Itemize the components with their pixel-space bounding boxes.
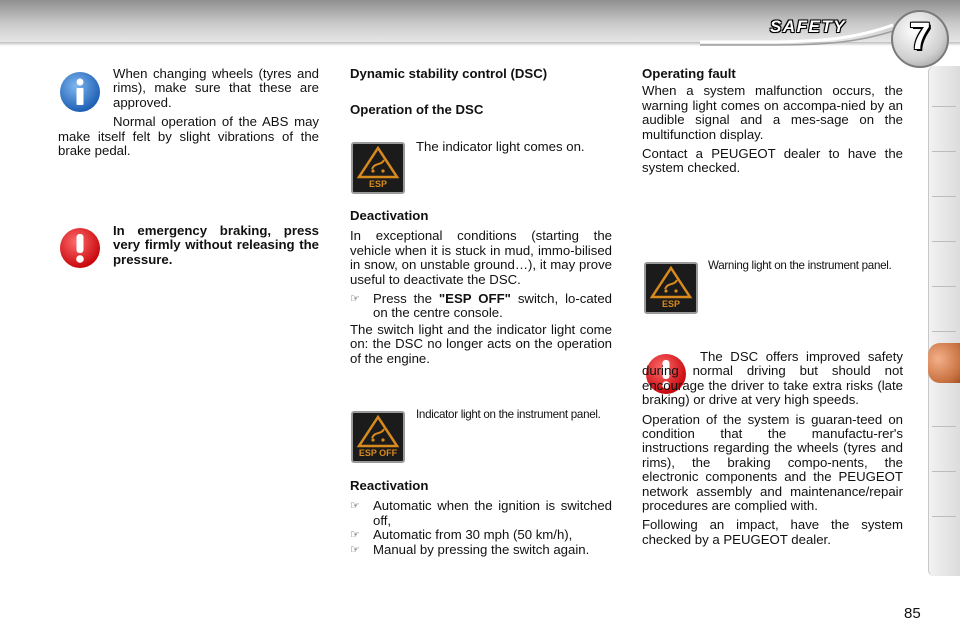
tab-divider — [932, 196, 956, 197]
deactivation-section — [350, 209, 612, 371]
tab-divider — [932, 516, 956, 517]
deactivation-text: In exceptional conditions (starting the vehicle when it is stuck in mud, immo-bilised in snow, on unstable ground…), it may prove useful to deactivate the DSC. — [350, 228, 612, 287]
tab-divider — [932, 151, 956, 152]
reactivation-item: ☞ Manual by pressing the switch again. — [350, 541, 590, 557]
hand-pointer-icon: ☞ — [350, 543, 360, 556]
fault-heading: Operating fault — [642, 66, 736, 81]
active-chapter-tab[interactable] — [928, 343, 960, 383]
tab-divider — [932, 331, 956, 332]
warning-icon — [58, 226, 102, 270]
warning-caption: Warning light on the instrument panel. — [708, 259, 892, 272]
esp-off-indicator-light — [351, 411, 405, 463]
section-title: SAFETY — [770, 17, 847, 36]
tab-divider — [932, 471, 956, 472]
esp-indicator-light — [351, 142, 405, 194]
info-text-abs: Normal operation of the ABS may make itself felt by slight vibrations of the brake pedal. — [58, 114, 319, 159]
chapter-number: 7 — [909, 16, 931, 58]
tab-rail — [928, 66, 960, 576]
contact-dealer-text: Contact a PEUGEOT dealer to have the system checked. — [642, 146, 903, 176]
page-number: 85 — [904, 605, 921, 622]
tab-divider — [932, 426, 956, 427]
hand-pointer-icon: ☞ — [350, 293, 360, 306]
reactivation-item: ☞ Automatic from 30 mph (50 km/h), — [350, 527, 573, 543]
switch-light-text: The switch light and the indicator light come on: the DSC no longer acts on the operation of the engine. — [350, 321, 612, 366]
reactivation-heading: Reactivation — [350, 478, 429, 493]
esp-off-label: ESP OFF — [358, 448, 398, 458]
dsc-warning-section — [642, 350, 903, 552]
guarantee-text: Operation of the system is guaran-teed on condition that the manufactu-rer's instructions regarding the wheels (tyres and rims), the braking compo-nents, the electronic components and the PEUGEOT network assembly and maintenance/repair procedures are complied with. — [642, 411, 903, 514]
hand-pointer-icon: ☞ — [350, 529, 360, 542]
info-note — [58, 67, 319, 163]
dsc-safety-warning: The DSC offers improved safety during normal driving but should not encourage the driver to take extra risks (late braking) or drive at very high speeds. — [642, 349, 903, 408]
emergency-braking-warning: In emergency braking, press very firmly without releasing the pressure. — [113, 223, 319, 267]
reactivation-section — [350, 479, 612, 557]
tab-divider — [932, 286, 956, 287]
esp-label: ESP — [368, 179, 387, 189]
operation-heading: Operation of the DSC — [350, 102, 484, 117]
esp-warning-light — [644, 262, 698, 314]
operation-text: The indicator light comes on. — [416, 139, 585, 154]
deactivation-heading: Deactivation — [350, 208, 429, 223]
tab-divider — [932, 241, 956, 242]
tab-divider — [932, 106, 956, 107]
hand-pointer-icon: ☞ — [350, 500, 360, 513]
fault-text: When a system malfunction occurs, the warning light comes on accompa-nied by an audible signal and a mes-sage on the multifunction display. — [642, 83, 903, 142]
esp-off-switch-label: "ESP OFF" — [438, 291, 511, 307]
fault-section — [642, 67, 903, 181]
indicator-caption: Indicator light on the instrument panel. — [416, 408, 601, 421]
press-switch-step: ☞ Press the "ESP OFF" switch, lo-cated on the centre console. — [350, 291, 612, 321]
chapter-tabs — [928, 66, 960, 576]
info-text-wheels: When changing wheels (tyres and rims), make sure that these are approved. — [113, 66, 319, 110]
dsc-column — [350, 67, 612, 87]
dsc-title: Dynamic stability control (DSC) — [350, 66, 548, 81]
esp-fault-label: ESP — [661, 299, 680, 309]
reactivation-item: ☞ Automatic when the ignition is switched off, — [350, 498, 612, 528]
impact-text: Following an impact, have the system checked by a PEUGEOT dealer. — [642, 517, 903, 547]
